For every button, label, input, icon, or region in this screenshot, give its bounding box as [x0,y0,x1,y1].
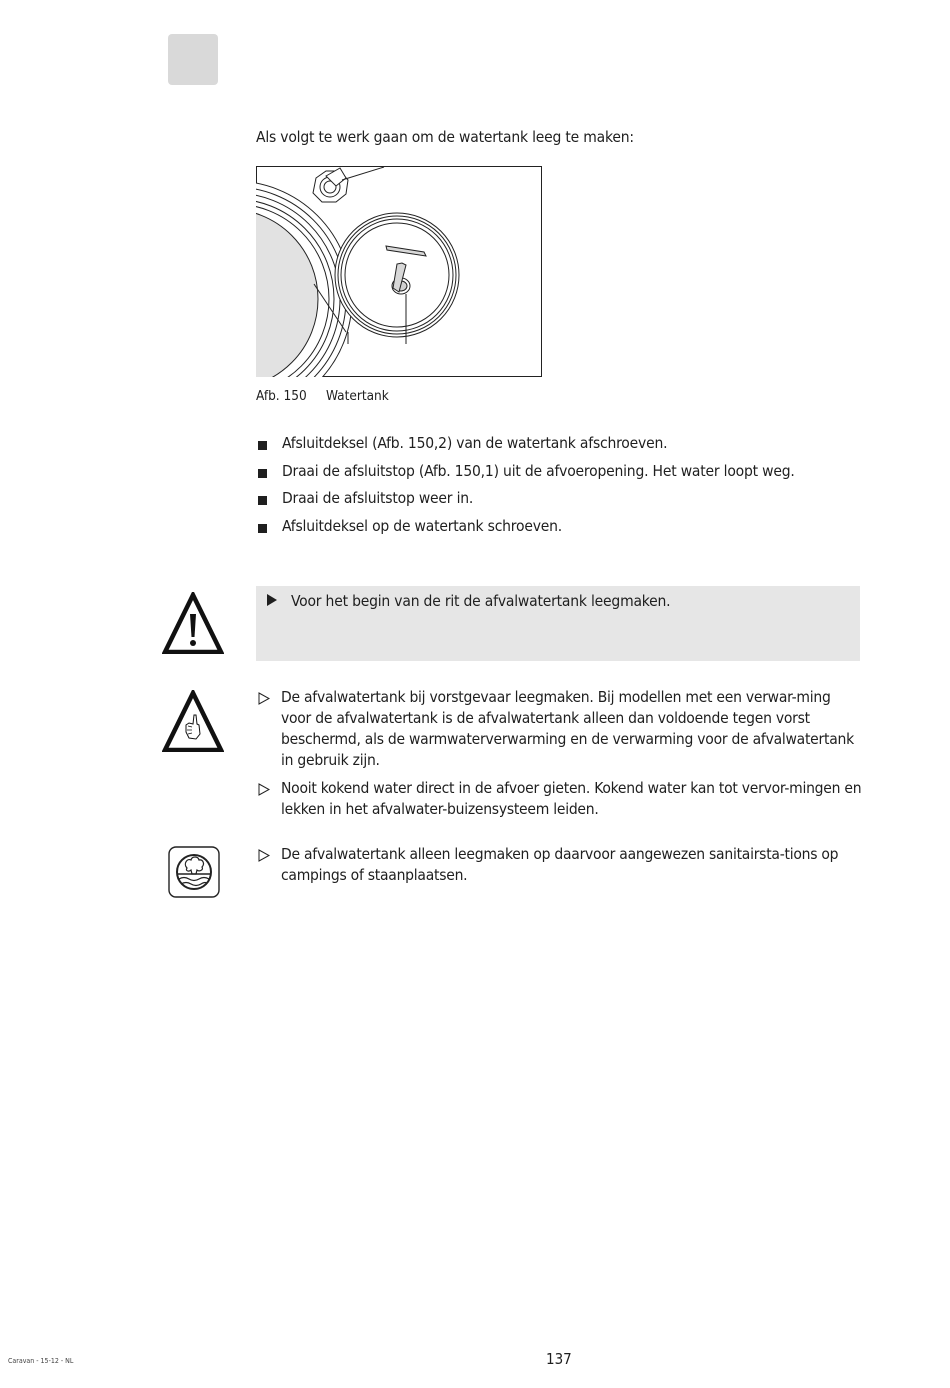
bullet-square-icon [258,524,267,533]
note-item: De afvalwatertank bij vorstgevaar leegmaken. Bij modellen met een verwar-ming voor de afvalwatertank is de afvalwatertank alleen dan voldoende tegen vorst beschermd, als de warmwaterverwarming en de verwarming voor de afvalwatertank in gebruik zijn. [256,687,862,771]
step-item: Draai de afsluitstop weer in. [256,485,866,513]
notes-list [256,687,862,827]
step-item: Draai de afsluitstop (Afb. 150,1) uit de afvoeropening. Het water loopt weg. [256,458,866,486]
arrow-right-icon [267,594,277,606]
environment-notes [256,844,862,893]
watertank-illustration [256,166,542,377]
bullet-square-icon [258,469,267,478]
bullet-square-icon [258,441,267,450]
outline-arrow-icon [258,783,270,796]
warning-row [267,592,670,610]
step-item: Afsluitdeksel (Afb. 150,2) van de watertank afschroeven. [256,430,866,458]
step-item: Afsluitdeksel op de watertank schroeven. [256,513,866,541]
steps-list [256,430,866,540]
figure-watertank [256,166,542,377]
note-item: De afvalwatertank alleen leegmaken op daarvoor aangewezen sanitairsta-tions op campings of staanplaatsen. [256,844,862,886]
outline-arrow-icon [258,692,270,705]
figure-title: Watertank [326,388,389,404]
warning-exclamation-icon [162,592,224,658]
warning-box [256,586,860,661]
outline-arrow-icon [258,849,270,862]
intro-text: Als volgt te werk gaan om de watertank leeg te maken: [256,128,634,146]
attention-hand-icon [162,690,224,756]
figure-caption [256,388,389,404]
note-item: Nooit kokend water direct in de afvoer gieten. Kokend water kan tot vervor-mingen en lekken in het afvalwater-buizensysteem leiden. [256,778,862,820]
warning-text: Voor het begin van de rit de afvalwatertank leegmaken. [291,592,671,610]
footer-doc-id: Caravan - 15-12 - NL [8,1357,74,1365]
bullet-square-icon [258,496,267,505]
page-number: 137 [546,1350,572,1368]
figure-number: Afb. 150 [256,388,307,404]
environment-tree-icon [168,846,220,902]
chapter-tab-marker [168,34,218,85]
